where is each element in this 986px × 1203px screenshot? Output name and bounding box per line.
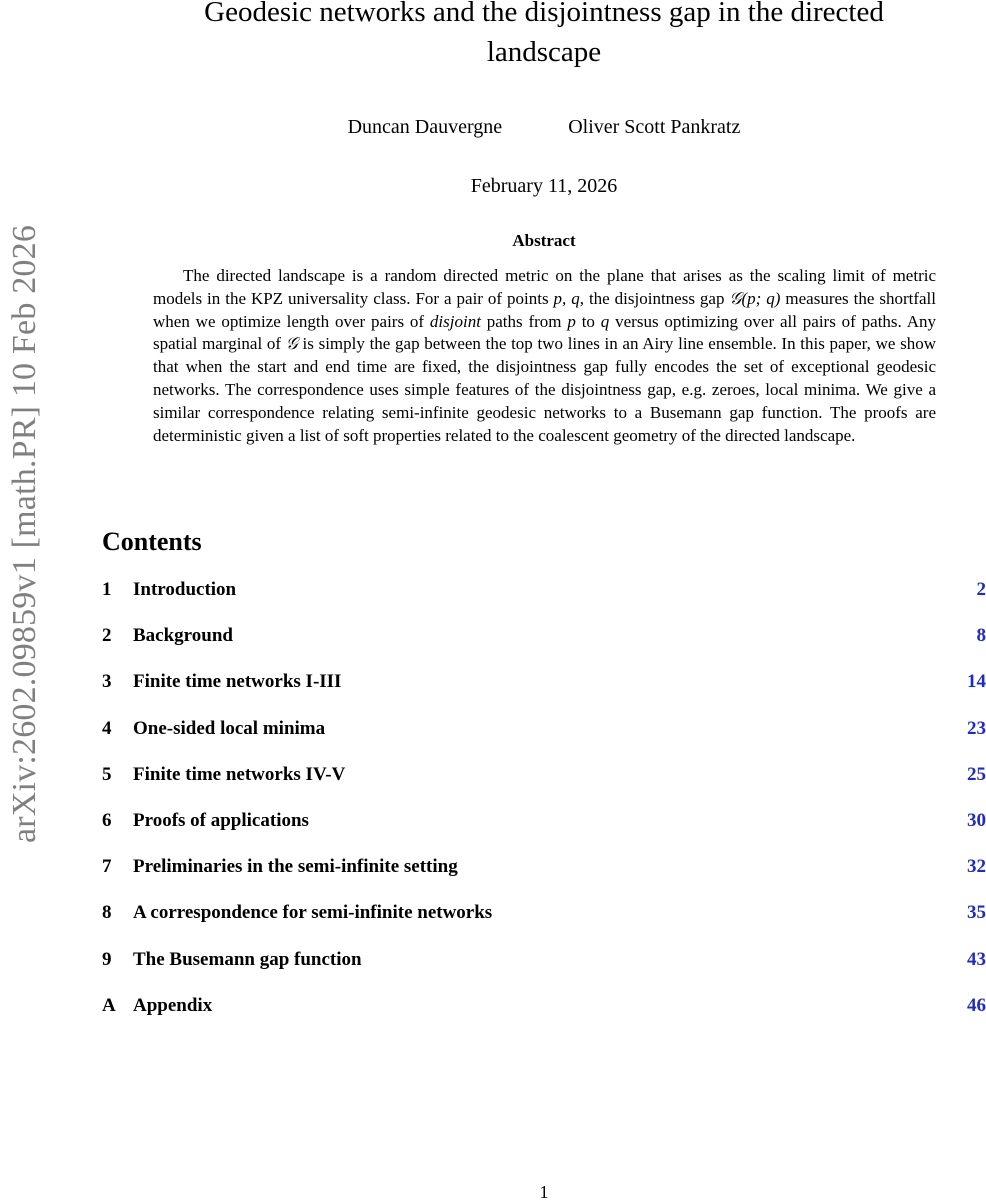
toc-section-number: 9	[102, 946, 133, 974]
abstract-text: is simply the gap between the top two lines in an Airy line ensemble. In this paper, we show that when the start and end time are fixed, the disjointness gap fully encodes the set of exceptional geodesic networks. The correspondence uses simple features of the disjointness gap, e.g. zeroes, local minima. We give a similar correspondence relating semi-infinite geodesic networks to a Busemann gap function. The proofs are deterministic given a list of soft properties related to the coalescent geometry of the directed landscape.	[153, 334, 936, 444]
abstract-math: 𝒢(p; q)	[729, 289, 780, 308]
toc-entry-finite-time-networks-iv-v[interactable]	[102, 761, 986, 807]
paper-title	[102, 0, 986, 72]
abstract-text: paths from	[481, 312, 567, 331]
paper-title-line-2: landscape	[102, 32, 986, 72]
toc-section-title[interactable]: One-sided local minima	[133, 715, 967, 743]
toc-section-number: 6	[102, 807, 133, 835]
abstract-math: p, q	[554, 289, 580, 308]
toc-page-link[interactable]: 35	[967, 899, 986, 927]
toc-page-link[interactable]: 25	[967, 761, 986, 789]
toc-entry-appendix[interactable]	[102, 992, 986, 1038]
toc-page-link[interactable]: 8	[977, 622, 986, 650]
toc-section-title[interactable]: Finite time networks I-III	[133, 668, 967, 696]
abstract-text: measures the shortfall when we optimize length over pairs of	[153, 289, 936, 331]
toc-section-title[interactable]: Preliminaries in the semi-infinite setting	[133, 853, 967, 881]
toc-page-link[interactable]: 2	[977, 576, 986, 604]
toc-section-number: 8	[102, 899, 133, 927]
toc-page-link[interactable]: 23	[967, 715, 986, 743]
contents-heading: Contents	[102, 525, 202, 559]
paper-date: February 11, 2026	[102, 173, 986, 199]
toc-section-title[interactable]: A correspondence for semi-infinite networks	[133, 899, 967, 927]
toc-section-number: 2	[102, 622, 133, 650]
author-name: Oliver Scott Pankratz	[568, 114, 740, 140]
toc-section-title[interactable]: Background	[133, 622, 977, 650]
toc-section-number: 4	[102, 715, 133, 743]
abstract-text: to	[576, 312, 601, 331]
toc-entry-correspondence-semi-infinite[interactable]	[102, 899, 986, 945]
toc-page-link[interactable]: 43	[967, 946, 986, 974]
page-number: 1	[102, 1181, 986, 1203]
abstract-math: q	[601, 312, 610, 331]
toc-section-number: 7	[102, 853, 133, 881]
abstract-math: 𝒢	[286, 334, 298, 353]
toc-entry-finite-time-networks-i-iii[interactable]	[102, 668, 986, 714]
toc-section-title[interactable]: Introduction	[133, 576, 977, 604]
toc-section-number: 5	[102, 761, 133, 789]
author-list	[102, 114, 986, 140]
abstract-heading: Abstract	[102, 230, 986, 252]
toc-entry-one-sided-local-minima[interactable]	[102, 715, 986, 761]
toc-entry-proofs-of-applications[interactable]	[102, 807, 986, 853]
toc-section-number: A	[102, 992, 133, 1020]
paper-title-line-1: Geodesic networks and the disjointness gap in the directed	[102, 0, 986, 32]
toc-page-link[interactable]: 30	[967, 807, 986, 835]
abstract-text: versus optimizing over all pairs of paths. Any spatial marginal of	[153, 312, 936, 354]
toc-entry-busemann-gap-function[interactable]	[102, 946, 986, 992]
author-name: Duncan Dauvergne	[348, 114, 503, 140]
toc-section-title[interactable]: Appendix	[133, 992, 967, 1020]
toc-page-link[interactable]: 46	[967, 992, 986, 1020]
toc-entry-background[interactable]	[102, 622, 986, 668]
table-of-contents	[102, 576, 986, 1038]
abstract-text: , the disjointness gap	[580, 289, 730, 308]
abstract-emphasis: disjoint	[430, 312, 481, 331]
toc-section-title[interactable]: Finite time networks IV-V	[133, 761, 967, 789]
abstract-body	[153, 265, 936, 447]
toc-page-link[interactable]: 32	[967, 853, 986, 881]
toc-page-link[interactable]: 14	[967, 668, 986, 696]
toc-section-number: 1	[102, 576, 133, 604]
arxiv-identifier-stamp: arXiv:2602.09859v1 [math.PR] 10 Feb 2026	[3, 194, 47, 874]
toc-entry-introduction[interactable]	[102, 576, 986, 622]
toc-section-title[interactable]: Proofs of applications	[133, 807, 967, 835]
abstract-math: p	[567, 312, 576, 331]
toc-entry-preliminaries-semi-infinite[interactable]	[102, 853, 986, 899]
toc-section-number: 3	[102, 668, 133, 696]
abstract-text: The directed landscape is a random directed metric on the plane that arises as the scaling limit of metric models in the KPZ universality class. For a pair of points	[153, 266, 936, 308]
toc-section-title[interactable]: The Busemann gap function	[133, 946, 967, 974]
